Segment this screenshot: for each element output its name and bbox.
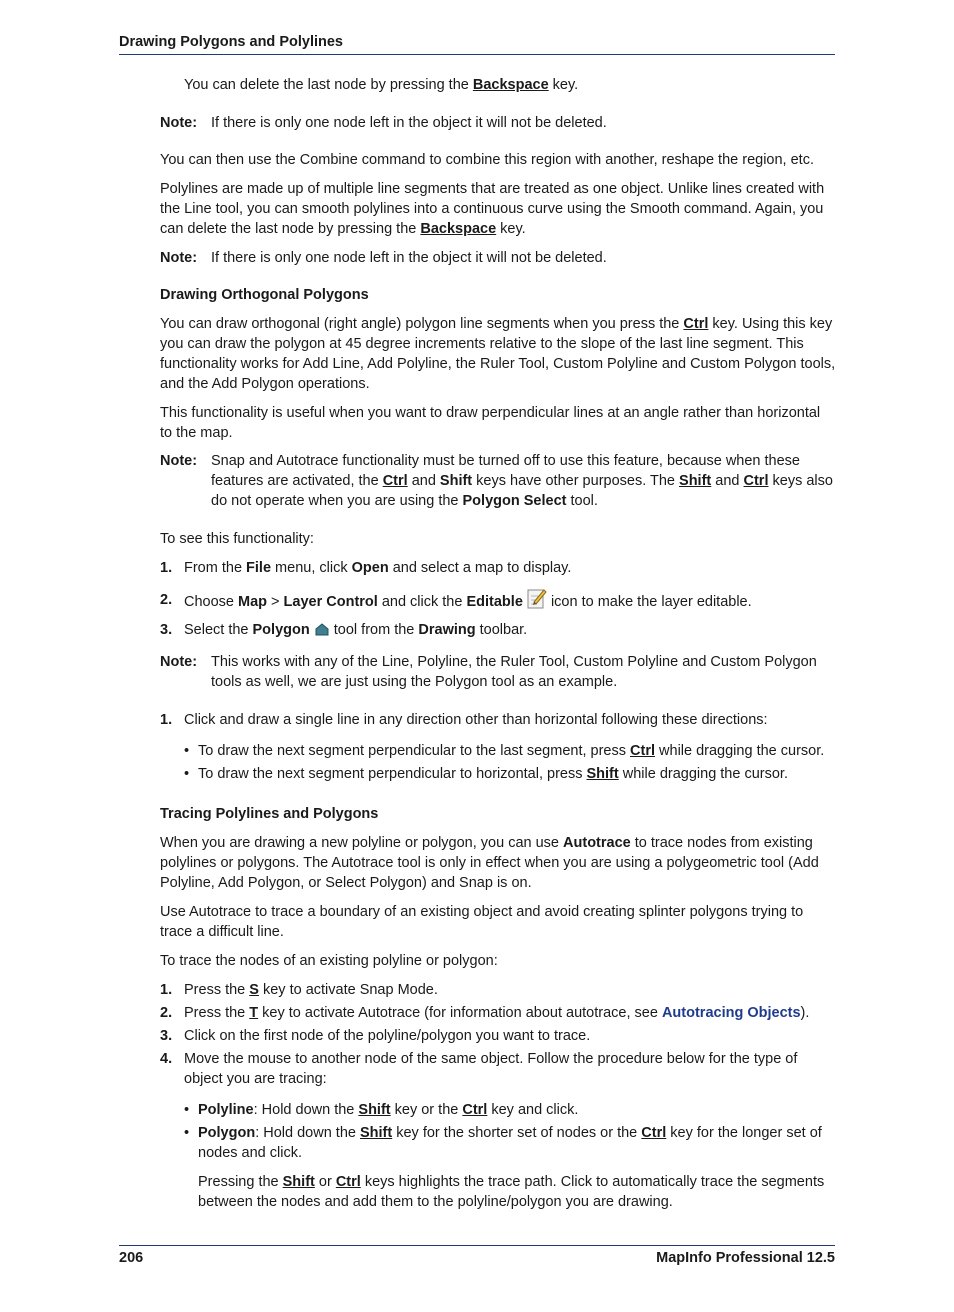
note-text: If there is only one node left in the object it will not be deleted. — [211, 115, 607, 131]
note-label: Note: — [160, 453, 198, 469]
paragraph: To see this functionality: — [160, 531, 314, 547]
list-item — [160, 587, 836, 618]
editable-pencil-icon — [527, 587, 547, 618]
product-name: MapInfo Professional 12.5 — [656, 1250, 835, 1266]
list-item — [160, 620, 836, 643]
bullet-text: Polygon: Hold down the Shift key for the shorter set of nodes or the Ctrl key for the longer set of nodes and click. — [198, 1125, 822, 1161]
bullet-item — [184, 1100, 836, 1120]
running-header: Drawing Polygons and Polylines — [119, 34, 835, 55]
list-number: 1. — [160, 982, 173, 998]
bullet-item — [184, 1123, 836, 1163]
paragraph: When you are drawing a new polyline or polygon, you can use Autotrace to trace nodes from existing polylines or polygons. The Autotrace tool is only in effect when you are using a polygeometric tool (Add Polyline, Add Polygon, or Select Polygon) and Snap is on. — [160, 835, 819, 891]
paragraph: You can draw orthogonal (right angle) polygon line segments when you press the Ctrl key. Using this key you can draw the polygon at 45 degree increments relative to the slope of the last line segment. This functionality works for Add Line, Add Polyline, the Ruler Tool, Custom Polyline and Custom Polygon tools, and the Add Polygon operations. — [160, 316, 836, 392]
paragraph: Use Autotrace to trace a boundary of an existing object and avoid creating splinter polygons trying to trace a difficult line. — [160, 904, 804, 940]
bullet-icon: • — [184, 743, 190, 759]
list-text: Choose Map > Layer Control and click the Editable icon to make the layer editable. — [184, 587, 836, 618]
page-footer — [119, 1245, 835, 1266]
page-content — [160, 75, 836, 1212]
note-label: Note: — [160, 654, 198, 670]
list-item — [160, 1026, 836, 1046]
list-number: 1. — [160, 712, 173, 728]
bullet-icon: • — [184, 1102, 190, 1118]
polygon-tool-icon — [314, 623, 330, 643]
bullet-icon: • — [184, 1125, 190, 1141]
list-text: Move the mouse to another node of the same object. Follow the procedure below for the type of object you are tracing: — [184, 1051, 798, 1087]
list-text: Select the Polygon tool from the Drawing toolbar. — [184, 620, 836, 643]
bullet-text: To draw the next segment perpendicular to horizontal, press Shift while dragging the cursor. — [198, 766, 788, 782]
list-item — [160, 558, 836, 578]
paragraph-backspace: You can delete the last node by pressing the Backspace key. — [184, 77, 579, 93]
paragraph: To trace the nodes of an existing polyline or polygon: — [160, 953, 498, 969]
list-text: Press the S key to activate Snap Mode. — [184, 982, 438, 998]
note — [160, 451, 836, 511]
list-number: 3. — [160, 1028, 173, 1044]
section-heading: Tracing Polylines and Polygons — [160, 806, 379, 822]
paragraph: This functionality is useful when you want to draw perpendicular lines at an angle rather than horizontal to the map. — [160, 405, 821, 441]
list-item — [160, 1049, 836, 1089]
section-heading: Drawing Orthogonal Polygons — [160, 287, 369, 303]
bullet-item — [184, 764, 836, 784]
bullet-icon: • — [184, 766, 190, 782]
paragraph: Pressing the Shift or Ctrl keys highlights the trace path. Click to automatically trace the segments between the nodes and add them to the polyline/polygon you are drawing. — [198, 1174, 825, 1210]
paragraph: You can then use the Combine command to combine this region with another, reshape the region, etc. — [160, 152, 814, 168]
list-item — [160, 1003, 836, 1023]
list-item — [160, 980, 836, 1000]
note-text: If there is only one node left in the object it will not be deleted. — [211, 250, 607, 266]
bullet-text: Polyline: Hold down the Shift key or the Ctrl key and click. — [198, 1102, 579, 1118]
list-number: 2. — [160, 592, 173, 608]
note — [160, 248, 836, 268]
list-text: From the File menu, click Open and select a map to display. — [184, 560, 572, 576]
note-label: Note: — [160, 250, 198, 266]
list-number: 2. — [160, 1005, 173, 1021]
list-text: Click on the first node of the polyline/polygon you want to trace. — [184, 1028, 591, 1044]
paragraph: Polylines are made up of multiple line segments that are treated as one object. Unlike lines created with the Line tool, you can smooth polylines into a continuous curve using the Smooth command. Again, you can delete the last node by pressing the Backspace key. — [160, 181, 825, 237]
autotracing-objects-link[interactable]: Autotracing Objects — [661, 1005, 801, 1021]
bullet-item — [184, 741, 836, 761]
list-text: Press the T key to activate Autotrace (for information about autotrace, see Autotracing Objects). — [184, 1005, 810, 1021]
list-number: 4. — [160, 1051, 173, 1067]
note-label: Note: — [160, 115, 198, 131]
note-text: This works with any of the Line, Polyline, the Ruler Tool, Custom Polyline and Custom Polygon tools as well, we are just using the Polygon tool as an example. — [211, 654, 817, 690]
page-number: 206 — [119, 1250, 144, 1266]
list-item — [160, 710, 836, 730]
list-number: 1. — [160, 560, 173, 576]
note-text: Snap and Autotrace functionality must be turned off to use this feature, because when these features are activated, the Ctrl and Shift keys have other purposes. The Shift and Ctrl keys also do not operate when you are using the Polygon Select tool. — [211, 453, 833, 509]
list-text: Click and draw a single line in any direction other than horizontal following these directions: — [184, 712, 768, 728]
note — [160, 652, 836, 692]
list-number: 3. — [160, 622, 173, 638]
bullet-text: To draw the next segment perpendicular to the last segment, press Ctrl while dragging the cursor. — [198, 743, 825, 759]
note — [160, 113, 836, 133]
